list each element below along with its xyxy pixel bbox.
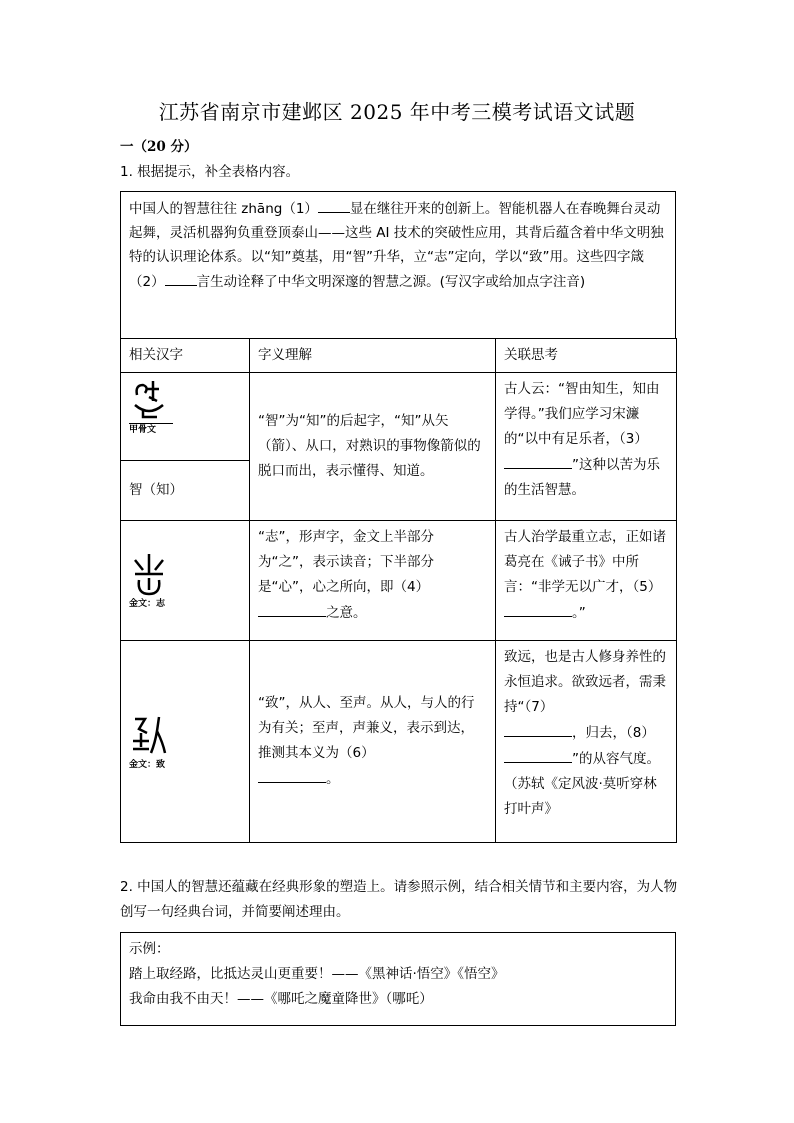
bronze-zhi-reach-icon: [129, 713, 169, 759]
bronze-glyph-zhi-reach: [129, 713, 241, 771]
blank-2[interactable]: [165, 269, 197, 286]
blank-4[interactable]: [258, 600, 326, 617]
intro-text-part-2: 显在继往开来的创新上。智能机器人在春晚舞台灵动起舞，灵活机器狗负重登顶泰山——这些 AI 技术的突破性应用，其背后蕴含着中华文明独特的认识理论体系。以“知”奠基，用“智”升华，立“志”定向，学以“致”用。这些四字箴（2）: [129, 201, 664, 290]
thinking-text: ”的从容气度。（苏轼《定风波·莫听穿林打叶声》: [504, 751, 660, 817]
table-header: 字义理解: [250, 339, 496, 373]
meaning-cell-zhi: [250, 373, 496, 521]
glyph-caption: 金文：志: [129, 598, 166, 609]
example-line: 我命由我不由天！——《哪吒之魔童降世》（哪吒）: [129, 991, 433, 1007]
section-heading: 一（20 分）: [120, 139, 198, 155]
thinking-text: 古人治学最重立志，正如诸葛亮在《诫子书》中所言：“非学无以广才，（5）: [504, 529, 666, 595]
question-1-prompt: 1. 根据提示，补全表格内容。: [120, 164, 300, 180]
example-box: [120, 932, 676, 1026]
glyph-cell-zhi-will: [121, 521, 250, 641]
meaning-text: “致”，从人、至声。从人，与人的行为有关；至声，声兼义，表示到达，推测其本义为（6）: [258, 695, 475, 761]
thinking-text: 。”: [572, 605, 586, 621]
meaning-cell-zhi-reach: [250, 641, 496, 843]
table-header: 关联思考: [496, 339, 677, 373]
thinking-cell-zhi: [496, 373, 677, 521]
blank-7[interactable]: [504, 720, 572, 737]
intro-text-part-3: 言生动诠释了中华文明深邃的智慧之源。(写汉字或给加点字注音): [196, 274, 586, 290]
intro-text-part-1: 中国人的智慧往往 zhāng（1）: [129, 201, 318, 217]
question-2-prompt: 2. 中国人的智慧还蕴藏在经典形象的塑造上。请参照示例，结合相关情节和主要内容，为人物创写一句经典台词，并简要阐述理由。: [120, 879, 678, 920]
table-header-row: [121, 339, 677, 373]
page-title: 江苏省南京市建邺区 2025 年中考三模考试语文试题: [158, 100, 636, 124]
blank-5[interactable]: [504, 600, 572, 617]
example-label: 示例：: [129, 941, 170, 957]
question-1-intro-box: [120, 191, 676, 339]
char-label-zhi: 智（知）: [121, 461, 250, 521]
table-row: [121, 521, 677, 641]
thinking-text: 致远，也是古人修身养性的永恒追求。欲致远者，需秉持“（7）: [504, 649, 666, 715]
glyph-cell-zhi-reach: [121, 641, 250, 843]
table-row: [121, 373, 677, 461]
blank-8[interactable]: [504, 746, 572, 763]
blank-6[interactable]: [258, 766, 326, 783]
thinking-text: ，归去，（8）: [572, 725, 655, 741]
glyph-caption: 甲骨文: [129, 423, 173, 436]
bronze-glyph-zhi: [129, 552, 241, 610]
oracle-bone-glyph-zhi: [129, 377, 241, 436]
oracle-bone-zhi-icon: [129, 377, 169, 423]
meaning-text: “志”，形声字，金文上半部分为“之”，表示读音；下半部分是“心”，心之所向，即（4）: [258, 529, 434, 595]
meaning-text: “智”为“知”的后起字，“知”从矢（箭）、从口，对熟识的事物像箭似的脱口而出，表示懂得、知道。: [258, 413, 481, 479]
meaning-text: 之意。: [326, 605, 367, 621]
thinking-cell-zhi-reach: [496, 641, 677, 843]
thinking-text: 古人云：“智由知生，知由学得。”我们应学习宋濂的“以中有足乐者，（3）: [504, 381, 660, 447]
blank-1[interactable]: [318, 196, 350, 213]
glyph-caption: 金文：致: [129, 759, 166, 770]
meaning-text: 。: [326, 771, 340, 787]
blank-3[interactable]: [504, 452, 572, 469]
meaning-cell-zhi-will: [250, 521, 496, 641]
character-table: [120, 338, 677, 843]
glyph-cell-zhi: [121, 373, 250, 461]
thinking-cell-zhi-will: [496, 521, 677, 641]
table-header: 相关汉字: [121, 339, 250, 373]
bronze-zhi-icon: [129, 552, 169, 598]
example-line: 踏上取经路，比抵达灵山更重要！——《黑神话·悟空》《悟空》: [129, 966, 505, 982]
table-row: [121, 641, 677, 843]
thinking-text: ”这种以苦为乐的生活智慧。: [504, 457, 660, 498]
